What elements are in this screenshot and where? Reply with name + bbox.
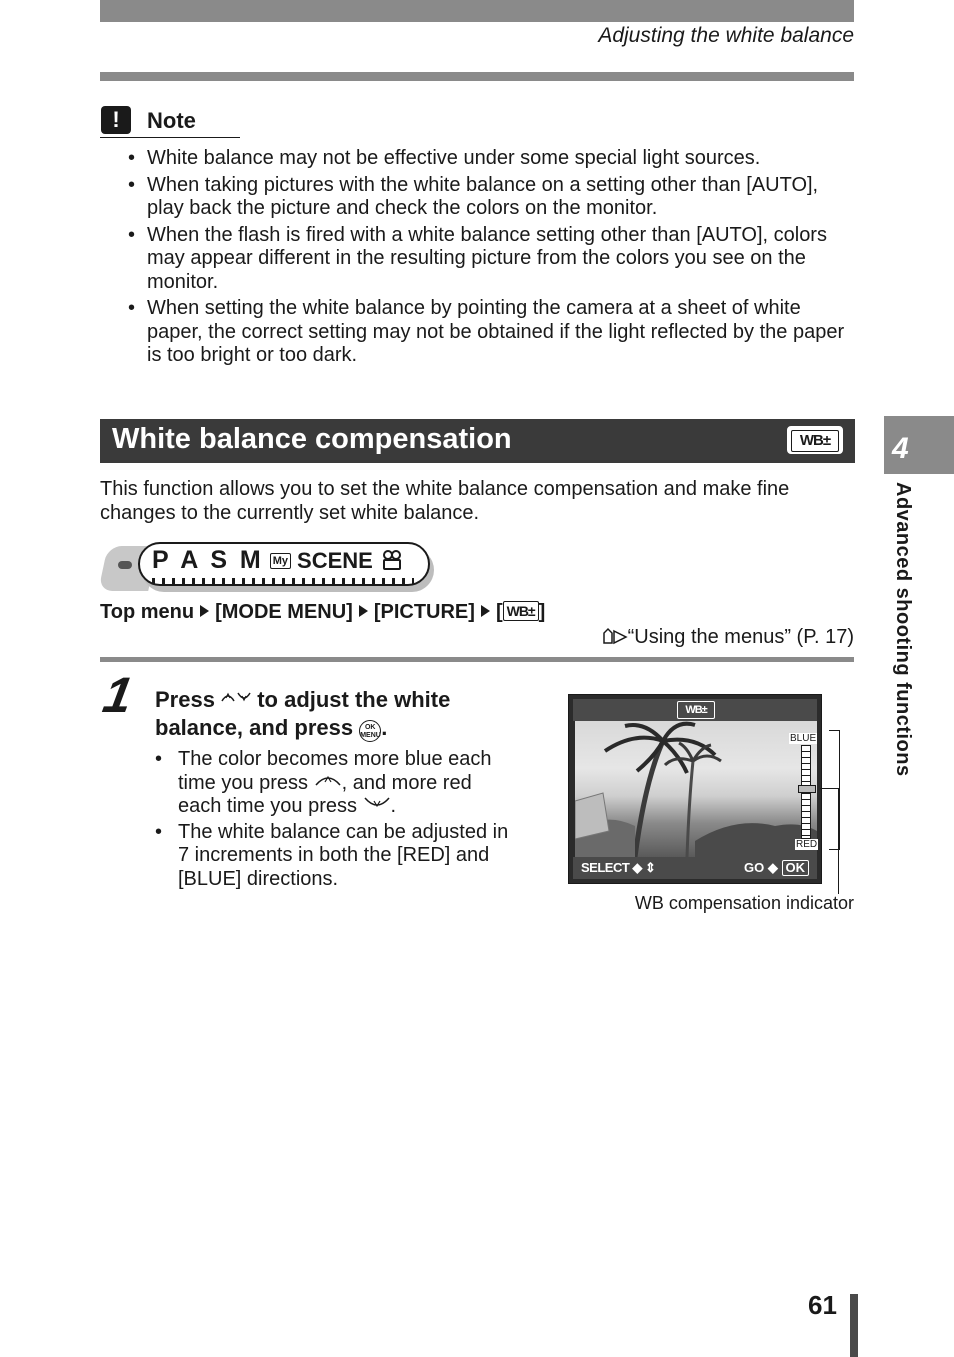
chapter-title: Advanced shooting functions — [892, 482, 914, 777]
ok-text: OK — [364, 724, 376, 731]
scene-mode: SCENE — [297, 548, 373, 573]
callout-caption: WB compensation indicator — [634, 893, 854, 913]
step-item — [155, 748, 515, 819]
crumb-close-bracket: ] — [538, 601, 546, 623]
wb-compensation-icon: WB± — [677, 701, 715, 719]
crumb-picture: [PICTURE] — [373, 601, 475, 623]
mode-dial-pointer-icon — [118, 561, 132, 569]
down-arrow-button-icon — [363, 796, 391, 810]
palm-trees-illustration — [575, 721, 817, 857]
note-rule — [100, 137, 240, 138]
step-rule — [100, 657, 854, 662]
go-text: GO — [744, 860, 765, 875]
up-down-arrow-buttons-icon — [221, 689, 251, 705]
crumb-open-bracket: [ — [495, 601, 503, 623]
wb-compensation-icon — [787, 426, 843, 454]
step-item-text: . — [390, 795, 397, 817]
section-title: White balance compensation — [112, 423, 512, 455]
section-banner — [100, 419, 855, 463]
note-list — [124, 147, 854, 371]
triangle-right-icon — [481, 605, 490, 617]
step-item-text: The color becomes more blue each time you press — [178, 748, 492, 794]
blue-label: BLUE — [790, 733, 817, 744]
camera-monitor — [568, 694, 822, 884]
crumb-mode-menu: [MODE MENU] — [215, 601, 353, 623]
beach-palm-photo — [575, 721, 817, 857]
red-label: RED — [796, 839, 818, 850]
ok-box: OK — [782, 860, 810, 876]
step-item-text: , and more red each time you press — [178, 771, 472, 817]
wb-compensation-marker — [798, 785, 816, 793]
step-press: Press — [155, 687, 215, 712]
note-item: • When taking pictures with the white balance on a setting other than [AUTO], play back the picture and check the colors on the monitor. — [124, 174, 854, 221]
note-item: • White balance may not be effective under some special light sources. — [124, 147, 854, 171]
reference-text: “Using the menus” (P. 17) — [627, 626, 854, 648]
step-number: 1 — [99, 667, 137, 723]
section-intro: This function allows you to set the white balance compensation and make fine changes to the currently set white balance. — [100, 478, 790, 524]
note-item: • When setting the white balance by pointing the camera at a sheet of white paper, the correct setting may not be obtained if the light reflected by the paper is too bright or too dark. — [124, 297, 854, 368]
menu-path — [100, 601, 545, 624]
header-bar — [100, 0, 854, 22]
movie-camera-icon — [381, 549, 403, 571]
mode-list — [152, 546, 403, 575]
menu-text: MENU — [360, 732, 381, 739]
select-text: SELECT — [581, 860, 630, 875]
note-label: Note — [147, 108, 196, 133]
go-hint: GO ◆ OK — [744, 860, 809, 876]
caution-icon: ! — [101, 106, 131, 134]
step-item: • The white balance can be adjusted in 7 increments in both the [RED] and [BLUE] directions. — [155, 821, 515, 892]
up-arrow-button-icon — [314, 773, 342, 787]
step-mid: to adjust the white balance, and press — [155, 687, 451, 740]
step-end: . — [381, 715, 388, 740]
page-bar — [850, 1294, 858, 1357]
wb-badge-text: WB± — [791, 430, 839, 452]
header-rule — [100, 72, 854, 81]
ok-menu-button-icon — [359, 720, 381, 742]
page-number: 61 — [808, 1290, 837, 1320]
wb-compensation-icon: WB± — [503, 601, 539, 621]
crumb-top-menu: Top menu — [100, 601, 195, 623]
triangle-right-icon — [200, 605, 209, 617]
callout-leader — [838, 788, 839, 894]
my-mode-icon: My — [270, 553, 291, 569]
triangle-right-icon — [359, 605, 368, 617]
running-header: Adjusting the white balance — [598, 24, 854, 47]
chapter-number: 4 — [892, 432, 909, 465]
mode-dial-ticks — [152, 578, 414, 584]
page-reference — [602, 626, 854, 649]
monitor-bottom-bar — [573, 857, 817, 879]
callout-connector — [820, 788, 838, 789]
select-hint: SELECT ◆ ⇕ — [581, 860, 656, 875]
reference-pointer-icon — [602, 627, 628, 645]
step-list — [155, 748, 515, 893]
mode-letters: P A S M — [152, 546, 264, 574]
note-item: • When the flash is fired with a white balance setting other than [AUTO], colors may appear different in the resulting picture from the colors you see on the monitor. — [124, 224, 854, 295]
step-heading — [155, 686, 535, 742]
